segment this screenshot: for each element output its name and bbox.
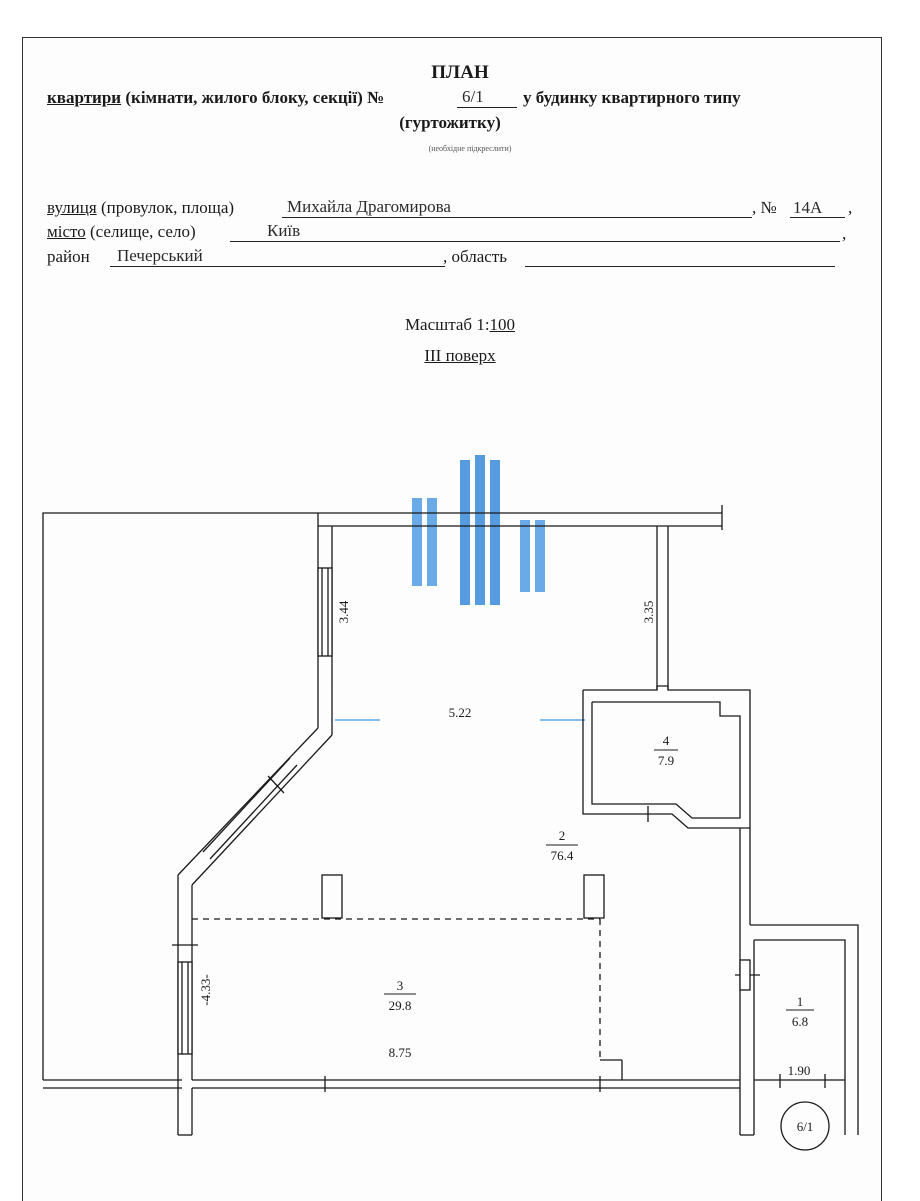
dim-right-upper: 3.35 (641, 600, 656, 624)
room-3-number: 3 (396, 978, 404, 993)
header-line-2: (гуртожитку) (399, 113, 501, 132)
dim-width-lower: 8.75 (388, 1045, 412, 1060)
plan-title: ПЛАН (431, 62, 489, 83)
dim-width-upper: 5.22 (448, 705, 472, 720)
street-label-word: вулиця (47, 198, 97, 217)
dim-left-upper: 3.44 (336, 600, 351, 624)
header-line-1-mid: (кімнати, жилого блоку, секції) № (121, 88, 385, 107)
room-2-number: 2 (558, 828, 566, 843)
district-value: Печерський (117, 246, 203, 265)
floor-text: ІІІ поверх (424, 346, 496, 365)
header-note: (необхідне підкреслити) (428, 144, 512, 153)
header-line-1-end: у будинку квартирного типу (523, 88, 741, 107)
room-2-area: 76.4 (550, 848, 574, 863)
scale-value: 100 (489, 315, 516, 334)
room-1-number: 1 (796, 994, 804, 1009)
dim-left-lower: -4.33- (198, 974, 213, 1006)
city-label-word: місто (47, 222, 86, 241)
scale-text: Масштаб 1: (404, 315, 490, 334)
street-label-rest: (провулок, площа) (96, 198, 235, 217)
room-1-area: 6.8 (791, 1014, 809, 1029)
room-4-number: 4 (662, 733, 670, 748)
street-value: Михайла Драгомирова (287, 197, 451, 216)
apartment-word: квартири (47, 88, 122, 107)
number-label: , № (752, 198, 777, 217)
dim-room1-width: 1.90 (787, 1063, 811, 1078)
city-label-rest: (селище, село) (85, 222, 196, 241)
number-value: 14А (793, 198, 823, 217)
city-value: Київ (267, 221, 301, 240)
room-3-area: 29.8 (388, 998, 412, 1013)
apartment-number: 6/1 (462, 87, 484, 106)
city-comma: , (842, 224, 847, 243)
unit-badge: 6/1 (796, 1119, 814, 1134)
number-comma: , (848, 198, 853, 217)
district-label: район (47, 247, 90, 266)
region-label: , область (443, 247, 507, 266)
room-4-area: 7.9 (657, 753, 675, 768)
watermark-logo (335, 455, 585, 720)
